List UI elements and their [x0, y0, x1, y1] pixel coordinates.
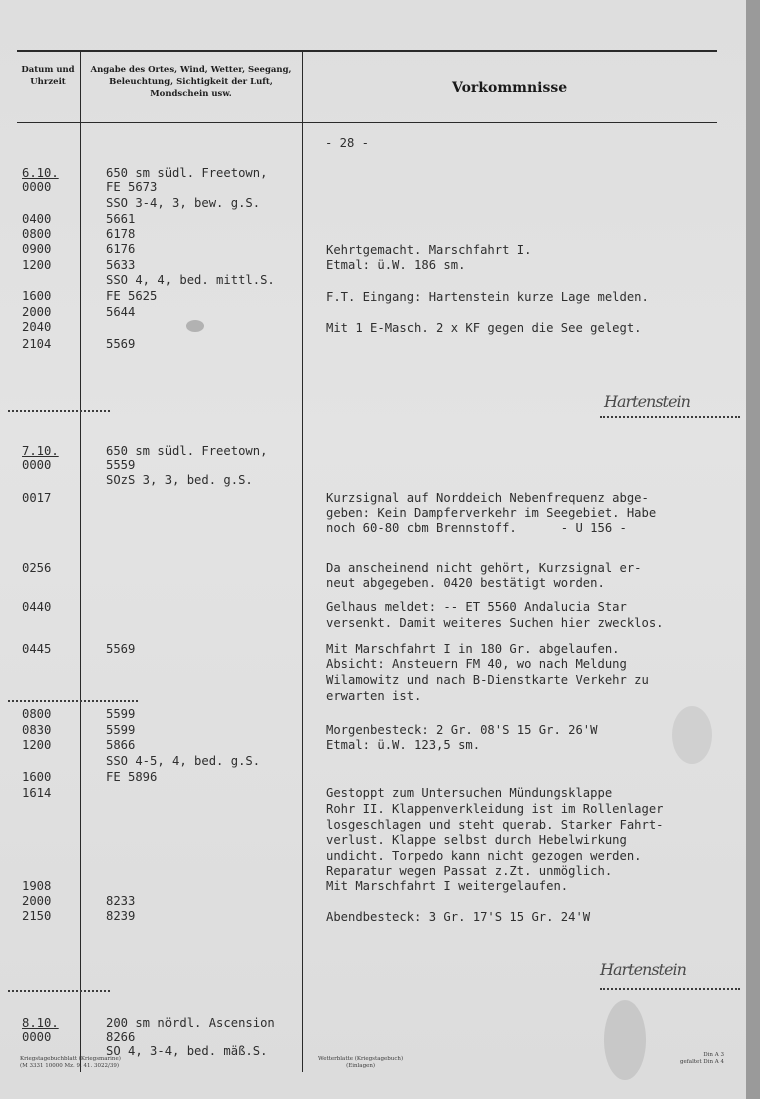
event-line: Wilamowitz und nach B-Dienstkarte Verkehr zu [326, 673, 649, 687]
day-separator [600, 416, 740, 418]
event-line: Rohr II. Klappenverkleidung ist im Rollenlager [326, 802, 664, 816]
position-entry: 5866 [106, 738, 136, 752]
event-line: geben: Kein Dampferverkehr im Seegebiet. Habe [326, 506, 657, 520]
time-entry: 2104 [22, 337, 52, 351]
ink-blot [186, 320, 204, 332]
header-rule [17, 122, 717, 123]
time-entry: 0000 [22, 1030, 52, 1044]
position-entry: 5569 [106, 337, 136, 351]
position-entry: 5644 [106, 305, 136, 319]
page-number: - 28 - [325, 136, 370, 150]
event-line: Da anscheinend nicht gehört, Kurzsignal er- [326, 561, 642, 575]
position-entry: 5559 [106, 458, 136, 472]
time-entry: 2000 [22, 305, 52, 319]
time-entry: 0440 [22, 600, 52, 614]
event-line: Absicht: Ansteuern FM 40, wo nach Meldung [326, 657, 627, 671]
form-footer-right: Din A 3 gefaltet Din A 4 [680, 1052, 724, 1065]
time-entry: 0800 [22, 707, 52, 721]
time-entry: 0000 [22, 458, 52, 472]
day-separator [600, 988, 740, 990]
position-entry: 6178 [106, 227, 136, 241]
event-line: Gelhaus meldet: -- ET 5560 Andalucia Star [326, 600, 627, 614]
form-footer-left: Kriegstagebuchblatt (Kriegsmarine) (M 3331 10000 Mz. 9. 41. 3022/39) [20, 1056, 121, 1069]
event-line: F.T. Eingang: Hartenstein kurze Lage melden. [326, 290, 649, 304]
day-separator [8, 700, 138, 702]
stain [604, 1000, 646, 1080]
day-separator [8, 990, 110, 992]
time-entry: 2150 [22, 909, 52, 923]
event-line: Mit Marschfahrt I weitergelaufen. [326, 879, 569, 893]
day-separator [8, 410, 110, 412]
time-entry: 1614 [22, 786, 52, 800]
event-line: Etmal: ü.W. 123,5 sm. [326, 738, 481, 752]
weather-entry: SSO 4, 4, bed. mittl.S. [106, 273, 275, 287]
position-entry: FE 5673 [106, 180, 158, 194]
stain [672, 706, 712, 764]
weather-entry: SO 4, 3-4, bed. mäß.S. [106, 1044, 268, 1058]
top-rule [17, 50, 717, 52]
event-line: neut abgegeben. 0420 bestätigt worden. [326, 576, 605, 590]
event-line: Reparatur wegen Passat z.Zt. unmöglich. [326, 864, 613, 878]
event-line: Abendbesteck: 3 Gr. 17'S 15 Gr. 24'W [326, 910, 591, 924]
column-divider-2 [302, 52, 303, 1072]
event-line: Morgenbesteck: 2 Gr. 08'S 15 Gr. 26'W [326, 723, 598, 737]
event-line: Etmal: ü.W. 186 sm. [326, 258, 466, 272]
time-entry: 2040 [22, 320, 52, 334]
event-line: erwarten ist. [326, 689, 422, 703]
time-entry: 0445 [22, 642, 52, 656]
event-line: versenkt. Damit weiteres Suchen hier zwecklos. [326, 616, 664, 630]
event-line: Mit 1 E-Masch. 2 x KF gegen die See gelegt. [326, 321, 642, 335]
position-entry: 5599 [106, 723, 136, 737]
weather-entry: SSO 3-4, 3, bew. g.S. [106, 196, 261, 210]
header-datum: Datum und Uhrzeit [21, 65, 75, 87]
time-entry: 1200 [22, 258, 52, 272]
time-entry: 0900 [22, 242, 52, 256]
position-entry: 8239 [106, 909, 136, 923]
date-entry: 6.10. [22, 166, 59, 180]
event-line: Kurzsignal auf Norddeich Nebenfrequenz abge- [326, 491, 649, 505]
event-line: noch 60-80 cbm Brennstoff. - U 156 - [326, 521, 627, 535]
weather-entry: SOzS 3, 3, bed. g.S. [106, 473, 253, 487]
position-entry: 6176 [106, 242, 136, 256]
signature: Hartenstein [604, 392, 690, 411]
position-entry: 5569 [106, 642, 136, 656]
position-entry: 8266 [106, 1030, 136, 1044]
time-entry: 0017 [22, 491, 52, 505]
time-entry: 1908 [22, 879, 52, 893]
position-entry: 5633 [106, 258, 136, 272]
form-footer-center: Wetterblatte (Kriegstagebuch) (Einlagen) [318, 1056, 404, 1069]
event-line: undicht. Torpedo kann nicht gezogen werden. [326, 849, 642, 863]
position-entry: FE 5625 [106, 289, 158, 303]
time-entry: 0800 [22, 227, 52, 241]
event-line: losgeschlagen und steht querab. Starker Fahrt- [326, 818, 664, 832]
position-entry: 650 sm südl. Freetown, [106, 444, 268, 458]
signature: Hartenstein [600, 960, 686, 979]
time-entry: 2000 [22, 894, 52, 908]
time-entry: 0400 [22, 212, 52, 226]
event-line: Mit Marschfahrt I in 180 Gr. abgelaufen. [326, 642, 620, 656]
time-entry: 1600 [22, 289, 52, 303]
date-entry: 8.10. [22, 1016, 59, 1030]
position-entry: 8233 [106, 894, 136, 908]
position-entry: 5599 [106, 707, 136, 721]
date-entry: 7.10. [22, 444, 59, 458]
event-line: Gestoppt zum Untersuchen Mündungsklappe [326, 786, 613, 800]
header-vorkommnisse: Vorkommnisse [452, 80, 568, 96]
page-edge [746, 0, 760, 1099]
column-divider-1 [80, 52, 81, 1072]
time-entry: 1600 [22, 770, 52, 784]
time-entry: 0830 [22, 723, 52, 737]
position-entry: 650 sm südl. Freetown, [106, 166, 268, 180]
position-entry: 5661 [106, 212, 136, 226]
position-entry: FE 5896 [106, 770, 158, 784]
header-angabe: Angabe des Ortes, Wind, Wetter, Seegang, Beleuchtung, Sichtigkeit der Luft, Mondschein usw. [90, 65, 292, 99]
time-entry: 1200 [22, 738, 52, 752]
event-line: Kehrtgemacht. Marschfahrt I. [326, 243, 532, 257]
event-line: verlust. Klappe selbst durch Hebelwirkung [326, 833, 627, 847]
weather-entry: SSO 4-5, 4, bed. g.S. [106, 754, 261, 768]
position-entry: 200 sm nördl. Ascension [106, 1016, 275, 1030]
time-entry: 0256 [22, 561, 52, 575]
time-entry: 0000 [22, 180, 52, 194]
